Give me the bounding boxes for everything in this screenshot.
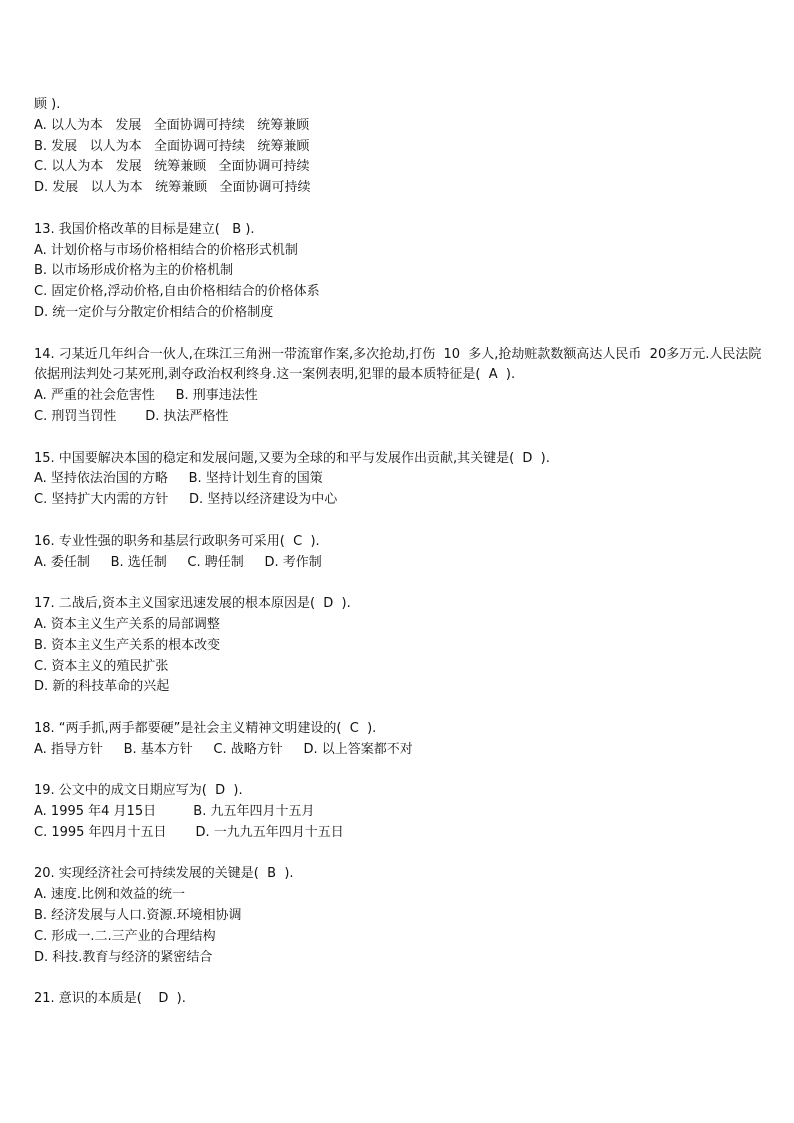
option-cd: C. 1995 年四月十五日 D. 一九九五年四月十五日 [34, 824, 344, 840]
option-d: D. 发展 以人为本 统筹兼顾 全面协调可持续 [34, 180, 311, 196]
option-c: C. 形成一.二.三产业的合理结构 [34, 928, 216, 944]
question-18 [34, 719, 774, 761]
spacer [34, 573, 774, 594]
document-page [34, 95, 774, 1010]
option-a: A. 以人为本 发展 全面协调可持续 统筹兼顾 [34, 117, 310, 133]
question-stem: 15. 中国要解决本国的稳定和发展问题,又要为全球的和平与发展作出贡献,其关键是( D ). [34, 450, 550, 466]
question-tail: 顾 ). [34, 97, 61, 112]
question-14 [34, 345, 774, 428]
question-stem: 16. 专业性强的职务和基层行政职务可采用( C ). [34, 533, 320, 549]
spacer [34, 761, 774, 782]
option-c: C. 固定价格,浮动价格,自由价格相结合的价格体系 [34, 284, 320, 300]
option-b: B. 资本主义生产关系的根本改变 [34, 637, 221, 653]
question-17 [34, 594, 774, 698]
question-stem: 17. 二战后,资本主义国家迅速发展的根本原因是( D ). [34, 596, 351, 612]
option-b: B. 经济发展与人口.资源.环境相协调 [34, 908, 242, 924]
option-ab: A. 坚持依法治国的方略 B. 坚持计划生育的国策 [34, 471, 323, 487]
option-d: D. 统一定价与分散定价相结合的价格制度 [34, 304, 274, 320]
question-21 [34, 989, 774, 1010]
question-20 [34, 864, 774, 968]
spacer [34, 511, 774, 532]
option-d: D. 科技.教育与经济的紧密结合 [34, 949, 213, 965]
option-c: C. 资本主义的殖民扩张 [34, 658, 169, 674]
option-a: A. 计划价格与市场价格相结合的价格形式机制 [34, 242, 298, 258]
spacer [34, 968, 774, 989]
option-a: A. 资本主义生产关系的局部调整 [34, 616, 220, 632]
question-stem: 19. 公文中的成文日期应写为( D ). [34, 783, 243, 799]
question-19 [34, 781, 774, 843]
option-abcd: A. 委任制 B. 选任制 C. 聘任制 D. 考作制 [34, 554, 322, 570]
question-16 [34, 532, 774, 574]
question-stem: 13. 我国价格改革的目标是建立( B ). [34, 221, 255, 237]
option-b: B. 以市场形成价格为主的价格机制 [34, 263, 234, 279]
question-stem: 14. 刁某近几年纠合一伙人,在珠江三角洲一带流窜作案,多次抢劫,打伤 10 多人,抢劫赃款数额高达人民币 20多万元.人民法院依据刑法判处刁某死刑,剥夺政治权利终身.这一案例表明,犯罪的最本质特征是( A ). [34, 346, 762, 383]
question-stem: 20. 实现经济社会可持续发展的关键是( B ). [34, 866, 294, 882]
option-ab: A. 严重的社会危害性 B. 刑事违法性 [34, 388, 258, 404]
option-a: A. 速度.比例和效益的统一 [34, 887, 186, 903]
option-cd: C. 坚持扩大内需的方针 D. 坚持以经济建设为中心 [34, 492, 338, 508]
spacer [34, 844, 774, 865]
option-b: B. 发展 以人为本 全面协调可持续 统筹兼顾 [34, 138, 310, 154]
question-15 [34, 449, 774, 511]
spacer [34, 324, 774, 345]
option-cd: C. 刑罚当罚性 D. 执法严格性 [34, 408, 229, 424]
spacer [34, 698, 774, 719]
question-13 [34, 220, 774, 324]
question-fragment [34, 95, 774, 199]
spacer [34, 199, 774, 220]
question-stem: 21. 意识的本质是( D ). [34, 991, 186, 1007]
option-c: C. 以人为本 发展 统筹兼顾 全面协调可持续 [34, 159, 310, 175]
question-stem: 18. “两手抓,两手都要硬”是社会主义精神文明建设的( C ). [34, 720, 377, 736]
option-d: D. 新的科技革命的兴起 [34, 679, 170, 695]
option-abcd: A. 指导方针 B. 基本方针 C. 战略方针 D. 以上答案都不对 [34, 741, 413, 757]
option-ab: A. 1995 年4 月15日 B. 九五年四月十五月 [34, 804, 315, 820]
spacer [34, 428, 774, 449]
